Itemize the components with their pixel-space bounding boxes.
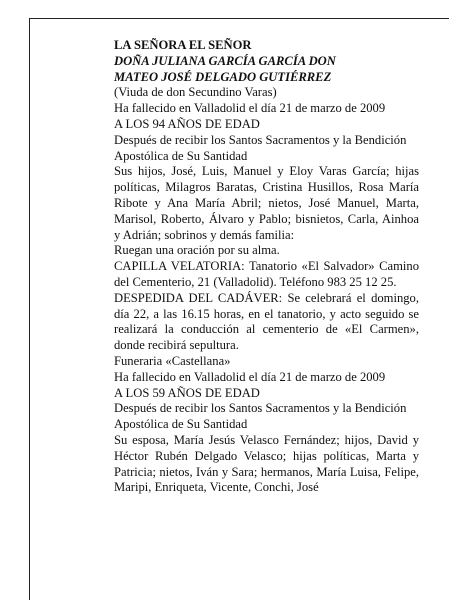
deceased-name-1: DOÑA JULIANA GARCÍA GARCÍA DON: [114, 53, 336, 68]
prayer-line: Ruegan una oración por su alma.: [114, 243, 280, 258]
deceased-name-2: MATEO JOSÉ DELGADO GUTIÉRREZ: [114, 69, 332, 84]
age-line-2: A LOS 59 AÑOS DE EDAD: [114, 385, 260, 400]
funeral-home: Funeraria «Castellana»: [114, 353, 231, 368]
wake-chapel-info: CAPILLA VELATORIA: Tanatorio «El Salvador» Camino del Cementerio, 21 (Valladolid). Teléfono 983 25 12 25.: [114, 259, 419, 289]
page-border-left: [29, 18, 30, 600]
family-paragraph-2: Su esposa, María Jesús Velasco Fernández; hijos, David y Héctor Rubén Delgado Velasco; hijas políticas, Marta y Patricia; nietos, Iván y Sara; hermanos, María Luisa, Felipe, Maripi, Enriqueta, Vicente, Conchi, José: [114, 432, 419, 495]
farewell-info: DESPEDIDA DEL CADÁVER: Se celebrará el domingo, día 22, a las 16.15 horas, en el tanatorio, y acto seguido se realizará la conducción al cementerio de «El Carmen», donde recibirá sepultura.: [114, 290, 419, 353]
sacraments-line-1: Después de recibir los Santos Sacramentos y la Bendición Apostólica de Su Santidad: [114, 132, 407, 163]
sacraments-line-2: Después de recibir los Santos Sacramentos y la Bendición Apostólica de Su Santidad: [114, 401, 407, 432]
widow-note: (Viuda de don Secundino Varas): [114, 85, 277, 100]
death-statement-2: Ha fallecido en Valladolid el día 21 de marzo de 2009: [114, 369, 386, 384]
page-border-top: [29, 18, 449, 19]
death-statement-1: Ha fallecido en Valladolid el día 21 de marzo de 2009: [114, 101, 386, 116]
age-line-1: A LOS 94 AÑOS DE EDAD: [114, 116, 260, 131]
obituary-notice: [114, 38, 419, 496]
notice-heading: LA SEÑORA EL SEÑOR: [114, 38, 252, 52]
family-paragraph-1: Sus hijos, José, Luis, Manuel y Eloy Varas García; hijas políticas, Milagros Baratas, Cristina Husillos, Rosa María Ribote y Ana María Abril; nietos, José Manuel, Marta, Marisol, Roberto, Álvaro y Pablo; bisnietos, Carla, Ainhoa y Adrián; sobrinos y demás familia:: [114, 164, 419, 242]
